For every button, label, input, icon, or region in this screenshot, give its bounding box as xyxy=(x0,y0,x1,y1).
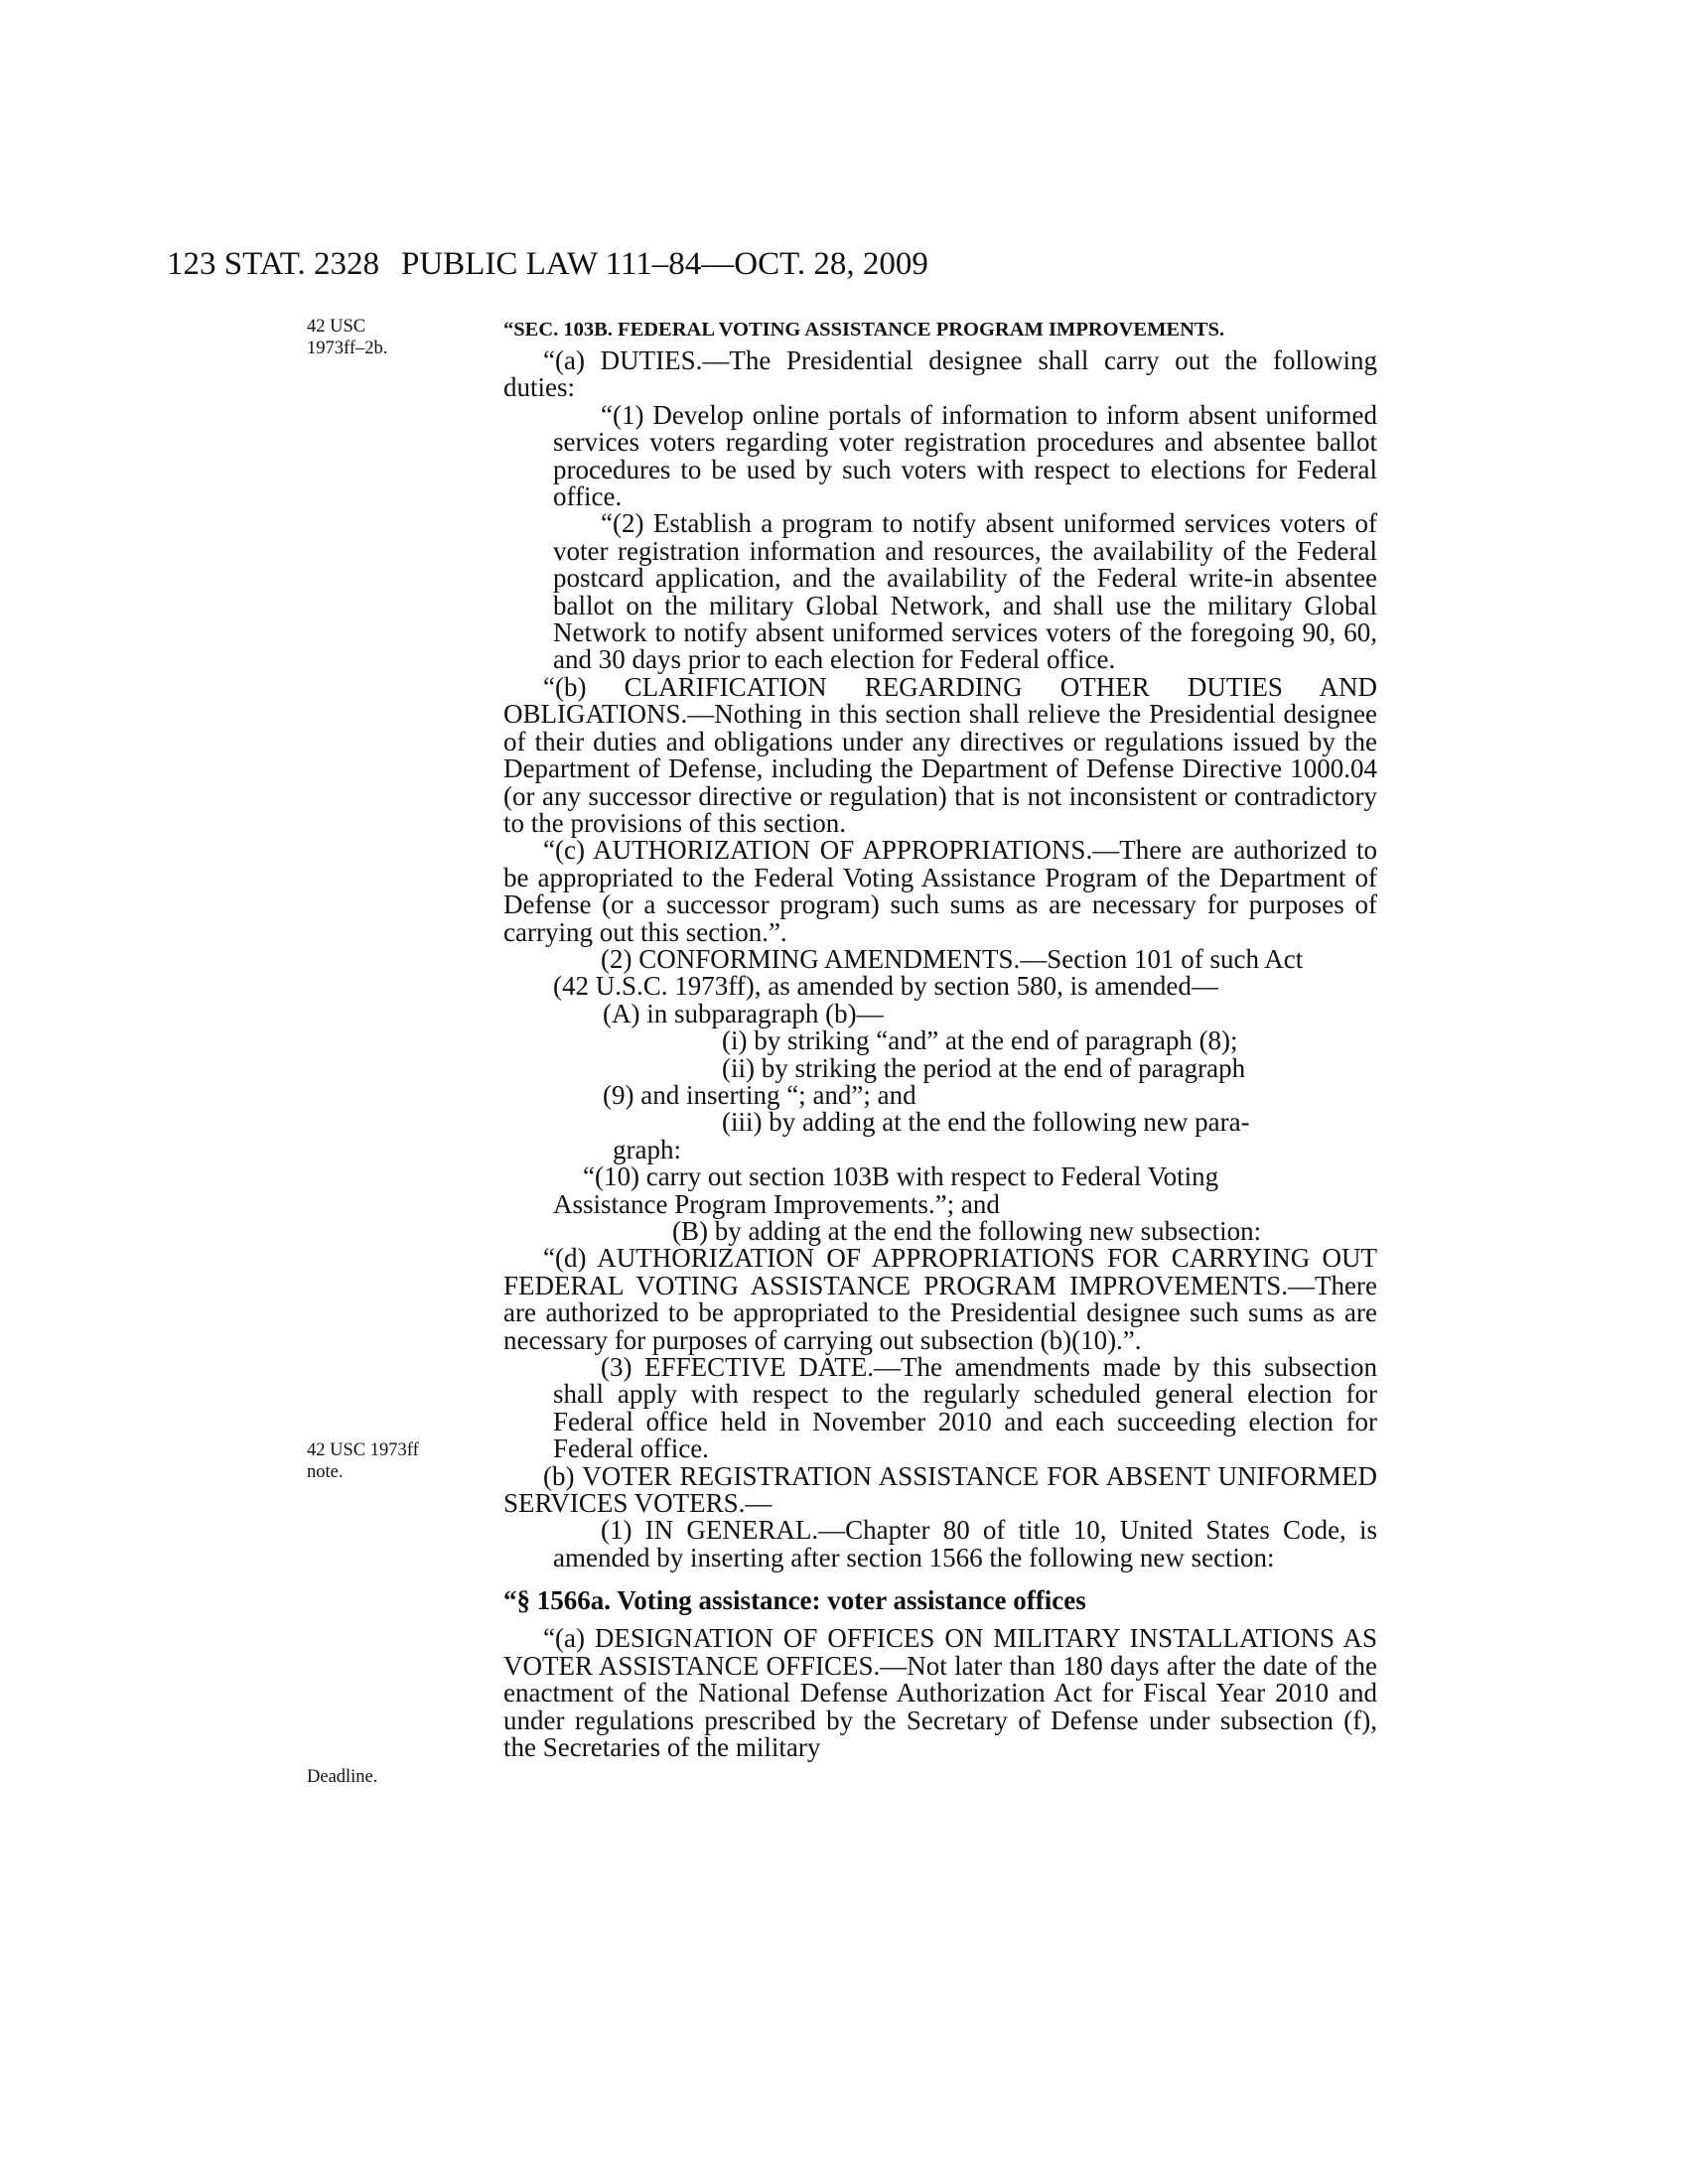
statute-page-number: 123 STAT. 2328 xyxy=(167,246,380,282)
paragraph-b-clarification: “(b) CLARIFICATION REGARDING OTHER DUTIES AND OBLIGATIONS.—Nothing in this section shall relieve the Presidential designee of their duties and obligations under any directives or regulations issued by the Department of Defense, including the Department of Defense Directive 1000.04 (or any successor directive or regulation) that is not inconsistent or contradictory to the provisions of this section. xyxy=(503,671,1377,838)
paragraph-in-general: (1) IN GENERAL.—Chapter 80 of title 10, United States Code, is amended by inserting after section 1566 the following new section: xyxy=(553,1515,1377,1572)
running-header xyxy=(167,246,1370,296)
clause-ii-line2: (9) and inserting “; and”; and xyxy=(603,1079,916,1110)
public-law-title: PUBLIC LAW 111–84—OCT. 28, 2009 xyxy=(401,246,928,282)
paragraph-conforming-line1: (2) CONFORMING AMENDMENTS.—Section 101 of such Act xyxy=(601,943,1304,974)
paragraph-effective-date: (3) EFFECTIVE DATE.—The amendments made by this subsection shall apply with respect to the regularly scheduled general election for Federal office held in November 2010 and each succeeding election for Federal office. xyxy=(553,1352,1377,1464)
paragraph-a-duties: “(a) DUTIES.—The Presidential designee shall carry out the following duties: xyxy=(503,345,1377,403)
margin-note-line: 1973ff–2b. xyxy=(307,339,388,358)
paragraph-a2: “(2) Establish a program to notify absent uniformed services voters of voter registration information and resources, the availability of the Federal postcard application, and the availability of the Federal write-in absentee ballot on the military Global Network, and shall use the military Global Network to notify absent uniformed services voters of the foregoing 90, 60, and 30 days prior to each election for Federal office. xyxy=(553,508,1377,675)
subparagraph-B: (B) by adding at the end the following new subsection: xyxy=(672,1216,1262,1246)
margin-note-usc-1973ff-2b xyxy=(307,316,446,359)
margin-note-line: Deadline. xyxy=(307,1767,378,1787)
subparagraph-A: (A) in subparagraph (b)— xyxy=(603,998,884,1028)
margin-note-usc-1973ff-note xyxy=(307,1439,446,1483)
paragraph-10-line1: “(10) carry out section 103B with respect to Federal Voting xyxy=(583,1161,1219,1192)
paragraph-conforming-line2: (42 U.S.C. 1973ff), as amended by section 580, is amended— xyxy=(553,971,1218,1002)
margin-note-line: 42 USC 1973ff xyxy=(307,1440,419,1460)
clause-i: (i) by striking “and” at the end of paragraph (8); xyxy=(722,1025,1238,1056)
paragraph-10-line2: Assistance Program Improvements.”; and xyxy=(553,1188,1000,1219)
margin-note-deadline xyxy=(307,1766,446,1788)
paragraph-designation: “(a) DESIGNATION OF OFFICES ON MILITARY INSTALLATIONS AS VOTER ASSISTANCE OFFICES.—Not later than 180 days after the date of the enactment of the National Defense Authorization Act for Fiscal Year 2010 and under regulations prescribed by the Secretary of Defense under subsection (f), the Secretaries of the military xyxy=(503,1623,1377,1762)
clause-iii-line1: (iii) by adding at the end the following new para- xyxy=(722,1107,1250,1138)
paragraph-a1: “(1) Develop online portals of information to inform absent uniformed services voters regarding voter registration procedures and absentee ballot procedures to be used by such voters with respect to elections for Federal office. xyxy=(553,399,1377,512)
paragraph-d-authorization: “(d) AUTHORIZATION OF APPROPRIATIONS FOR CARRYING OUT FEDERAL VOTING ASSISTANCE PROGRAM IMPROVEMENTS.—There are authorized to be appropriated to the Presidential designee such sums as are necessary for purposes of carrying out subsection (b)(10).”. xyxy=(503,1243,1377,1355)
paragraph-c-authorization: “(c) AUTHORIZATION OF APPROPRIATIONS.—There are authorized to be appropriated to the Federal Voting Assistance Program of the Department of Defense (or a successor program) such sums as are necessary for purposes of carrying out this section.”. xyxy=(503,835,1377,947)
margin-note-line: note. xyxy=(307,1462,344,1482)
clause-iii-line2: graph: xyxy=(613,1134,681,1164)
document-body xyxy=(503,316,1377,1761)
margin-note-line: 42 USC xyxy=(307,317,366,337)
section-1566a-title: “§ 1566a. Voting assistance: voter assistance offices xyxy=(503,1585,1086,1616)
clause-ii-line1: (ii) by striking the period at the end of paragraph xyxy=(722,1052,1246,1083)
paragraph-b-voter-registration: (b) VOTER REGISTRATION ASSISTANCE FOR ABSENT UNIFORMED SERVICES VOTERS.— xyxy=(503,1460,1377,1519)
section-heading: “SEC. 103B. FEDERAL VOTING ASSISTANCE PROGRAM IMPROVEMENTS. xyxy=(503,319,1225,341)
